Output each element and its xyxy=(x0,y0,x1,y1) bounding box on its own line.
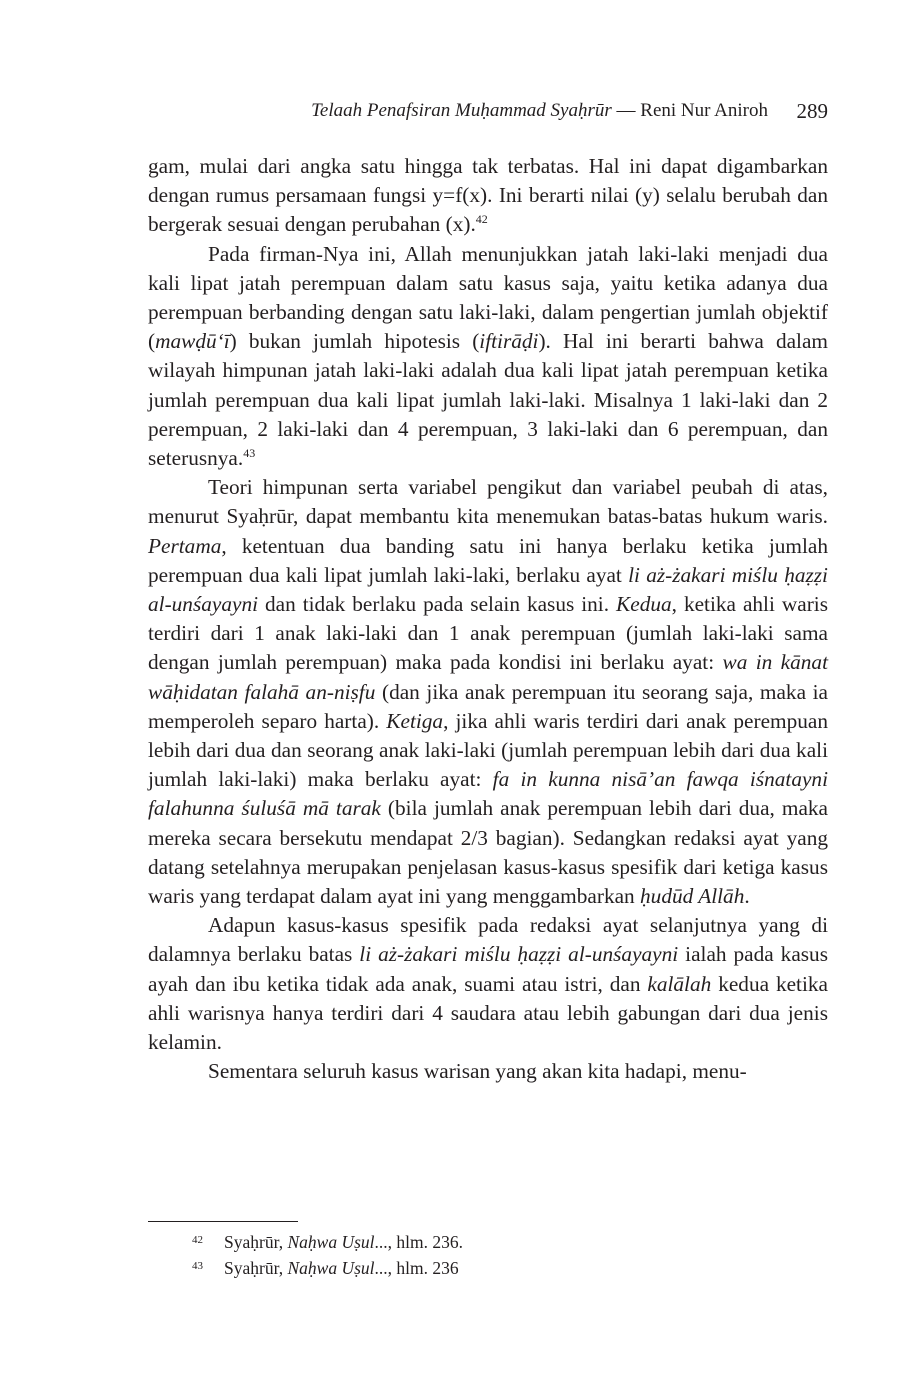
italic-term: Naḥwa Uṣul xyxy=(287,1232,375,1252)
italic-term: fa in kunna nisā’an fawqa iśnatayni falahunna śuluśā mā tarak xyxy=(148,767,828,821)
text-run: , ketentuan dua banding satu ini hanya berlaku ketika jumlah perempuan dua kali lipat jumlah laki-laki, berlaku ayat xyxy=(148,533,828,587)
footnote xyxy=(148,1255,828,1281)
text-run: ). Hal ini berarti bahwa dalam wilayah himpunan jatah laki-laki adalah dua kali lipat jatah perempuan ketika jumlah perempuan dua kali lipat jumlah laki-laki. Misalnya 1 laki-laki dan 2 perempuan, 2 laki-laki dan 4 perempuan, 3 laki-laki dan 6 perempuan, dan seterusnya. xyxy=(148,329,828,471)
text-run: Sementara seluruh kasus warisan yang akan kita hadapi, menu- xyxy=(208,1059,747,1084)
text-run: Teori himpunan serta variabel pengikut dan variabel peubah di atas, menurut Syaḥrūr, dapat membantu kita menemukan batas-batas hukum waris. xyxy=(148,475,828,529)
italic-term: Ketiga xyxy=(386,708,444,733)
title-dash: — xyxy=(611,100,641,121)
running-header xyxy=(148,96,828,126)
italic-term: mawḍū‘ī xyxy=(155,329,230,354)
footnote-number: 42 xyxy=(192,1234,203,1246)
text-run: Pada firman-Nya ini, Allah menunjukkan jatah laki-laki menjadi dua kali lipat jatah perempuan dalam satu kasus saja, yaitu ketika adanya dua perempuan berbanding dengan satu laki-laki, dalam pengertian jumlah objektif ( xyxy=(148,241,828,354)
footnote-divider xyxy=(148,1221,298,1222)
text-run: Syaḥrūr, xyxy=(224,1232,288,1252)
text-run: ..., hlm. 236. xyxy=(374,1232,463,1252)
italic-term: iftirāḍi xyxy=(479,329,539,354)
italic-term: li aż-żakari miślu ḥaẓẓi al-unśayayni xyxy=(359,942,679,967)
body-text xyxy=(148,152,828,1087)
italic-term: wa in kānat wāḥidatan falahā an-niṣfu xyxy=(148,650,828,704)
text-run: . xyxy=(744,884,750,909)
text-run: Adapun kasus-kasus spesifik pada redaksi ayat selanjutnya yang di dalamnya berlaku batas xyxy=(148,913,828,967)
paragraph xyxy=(148,240,828,474)
text-run: (dan jika anak perempuan itu seorang saja, maka ia memperoleh separo harta). xyxy=(148,679,828,733)
paragraph xyxy=(148,152,828,240)
footnote-ref: 43 xyxy=(243,446,256,461)
italic-term: Pertama xyxy=(148,533,222,558)
footnote-ref: 42 xyxy=(475,212,488,227)
italic-term: ḥudūd Allāh xyxy=(640,884,745,909)
author-name: Reni Nur Aniroh xyxy=(640,100,768,121)
book-title: Telaah Penafsiran Muḥammad Syaḥrūr xyxy=(311,100,612,121)
paragraph xyxy=(148,1057,828,1086)
italic-term: Naḥwa Uṣul xyxy=(287,1258,375,1278)
text-run: , jika ahli waris terdiri dari anak perempuan lebih dari dua dan seorang anak laki-laki (jumlah perempuan lebih dari dua kali jumlah laki-laki) maka berlaku ayat: xyxy=(148,708,828,792)
italic-term: kalālah xyxy=(647,971,712,996)
text-run: ) bukan jumlah hipotesis ( xyxy=(229,329,480,354)
text-run: dan tidak berlaku pada selain kasus ini. xyxy=(258,592,617,617)
paragraph xyxy=(148,911,828,1057)
text-run: ..., hlm. 236 xyxy=(374,1258,459,1278)
text-run: (bila jumlah anak perempuan lebih dari dua, maka mereka secara bersekutu mendapat 2/3 bagian). Sedangkan redaksi ayat yang datang setelahnya merupakan penjelasan kasus-kasus spesifik dari ketiga kasus waris yang terdapat dalam ayat ini yang menggambarkan xyxy=(148,796,828,909)
footnote-number: 43 xyxy=(192,1260,203,1272)
paragraph xyxy=(148,473,828,911)
footnotes xyxy=(148,1229,828,1281)
text-run: gam, mulai dari angka satu hingga tak terbatas. Hal ini dapat digambarkan dengan rumus persamaan fungsi y=f(x). Ini berarti nilai (y) selalu berubah dan bergerak sesuai dengan perubahan (x). xyxy=(148,154,828,237)
running-title xyxy=(311,96,768,126)
text-run: , ketika ahli waris terdiri dari 1 anak laki-laki dan 1 anak perempuan (jumlah laki-laki sama dengan jumlah perempuan) maka pada kondisi ini berlaku ayat: xyxy=(148,592,828,675)
italic-term: Kedua xyxy=(616,592,672,617)
text-run: ialah pada kasus ayah dan ibu ketika tidak ada anak, suami atau istri, dan xyxy=(148,942,828,996)
text-run: kedua ketika ahli warisnya hanya terdiri dari 4 saudara atau lebih gabungan dari dua jenis kelamin. xyxy=(148,971,828,1055)
text-run: Syaḥrūr, xyxy=(224,1258,288,1278)
italic-term: li aż-żakari miślu ḥaẓẓi al-unśayayni xyxy=(148,562,828,617)
footnote xyxy=(148,1229,828,1255)
page-number: 289 xyxy=(796,99,828,123)
